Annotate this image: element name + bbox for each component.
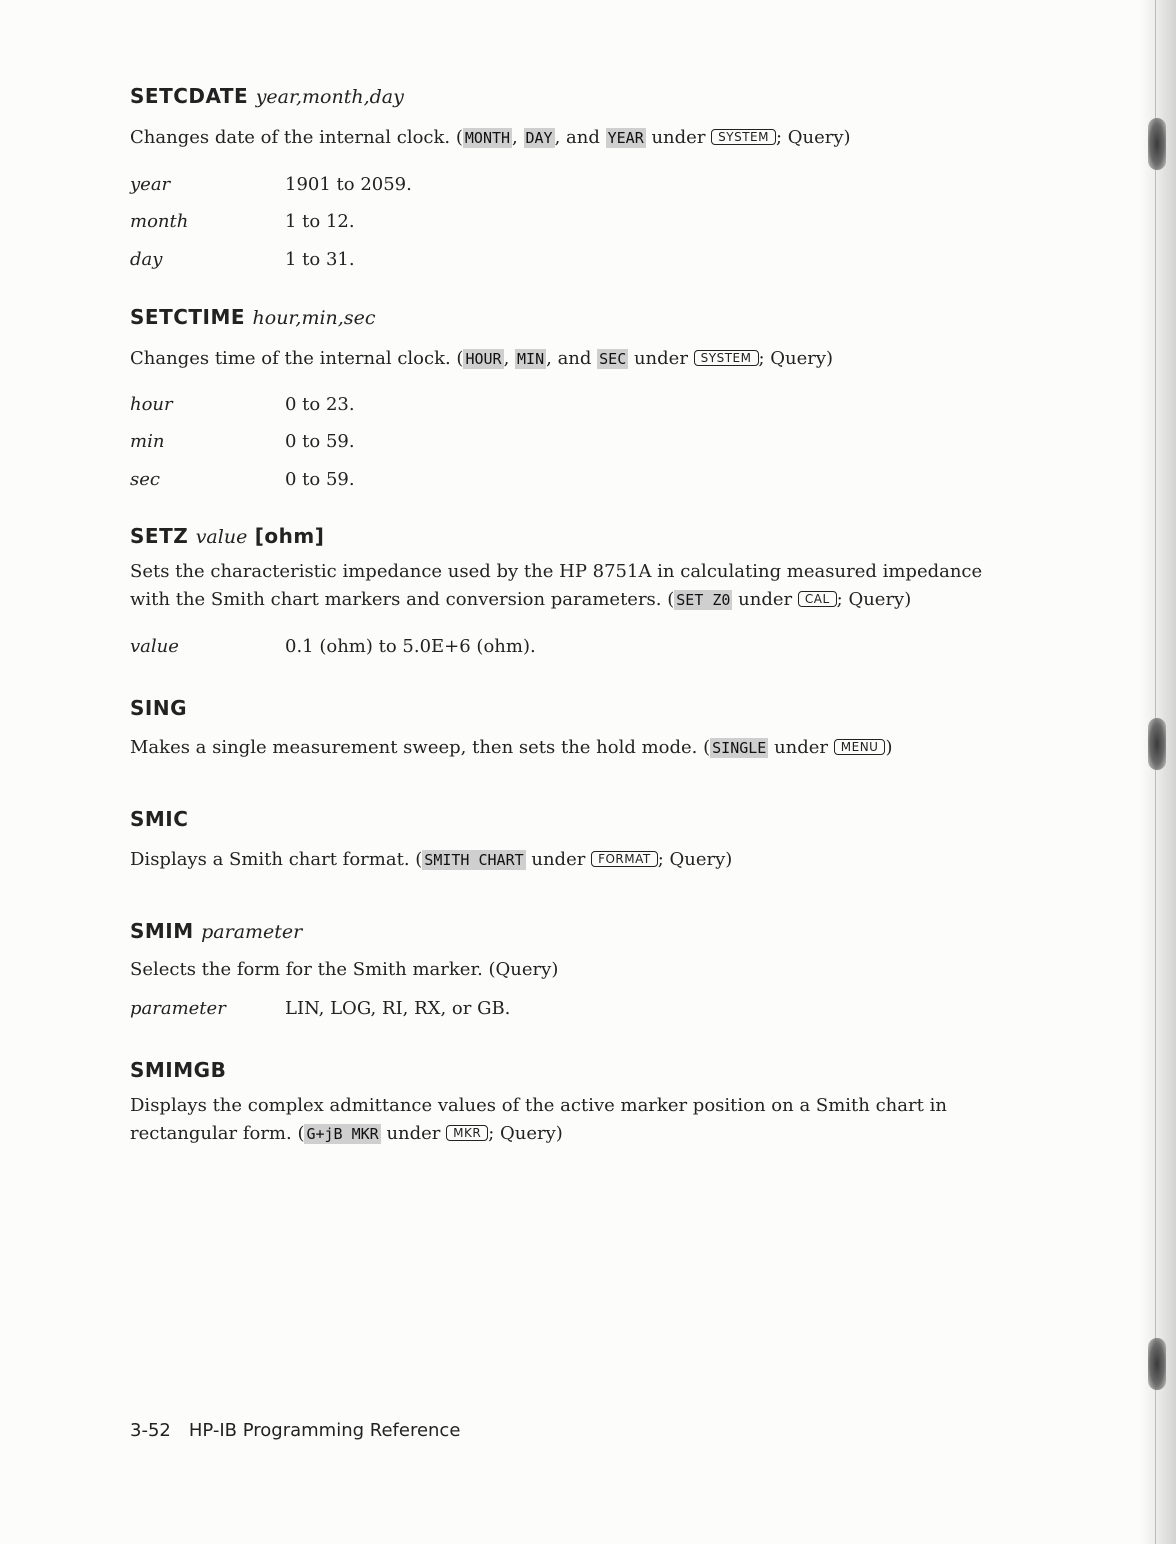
parameter-range: LIN, LOG, RI, RX, or GB. [285,998,511,1019]
command-name: SETZ [130,524,189,548]
command-name: SMIC [130,807,189,831]
command-args: year,month,day [255,86,404,108]
parameter-name: hour [130,394,173,415]
parameter-row [130,469,355,490]
command-name: SING [130,696,187,720]
command-description: Selects the form for the Smith marker. (Query) [130,959,559,980]
command-description: Sets the characteristic impedance used by the HP 8751A in calculating measured impedance with the Smith chart markers and conversion parameters. ( SET Z0 under CAL ; Query) [130,561,983,610]
parameter-range: 0 to 23. [285,394,355,415]
command-description: Changes date of the internal clock. ( MONTH , DAY , and YEAR under SYSTEM ; Query) [130,127,851,148]
command-heading [130,807,188,831]
parameter-row [130,431,355,452]
page-edge-line [1155,0,1156,1544]
command-args: hour,min,sec [252,307,376,329]
parameter-name: parameter [130,998,226,1019]
softkey: MIN [517,350,545,368]
softkey: DAY [525,129,553,147]
softkey: SEC [599,350,627,368]
command-name: SMIMGB [130,1058,227,1082]
parameter-row [130,211,355,232]
parameter-range: 1901 to 2059. [285,174,412,195]
command-name: SMIM [130,919,194,943]
softkey: MONTH [464,129,511,147]
command-heading [130,919,302,943]
command-description: Makes a single measurement sweep, then sets the hold mode. ( SINGLE under MENU ) [130,737,893,758]
parameter-row [130,394,355,415]
command-heading [130,305,375,329]
command-heading [130,1058,226,1082]
hardkey: CAL [798,591,837,607]
softkey: SET Z0 [676,591,731,609]
command-args: value [195,526,248,548]
parameter-range: 0 to 59. [285,469,355,490]
binder-hole [1148,718,1166,770]
parameter-name: value [130,636,179,657]
parameter-row [130,998,510,1019]
command-description: Displays a Smith chart format. ( SMITH CHART under FORMAT ; Query) [130,849,733,870]
parameter-row [130,636,536,657]
parameter-range: 1 to 12. [285,211,355,232]
hardkey: SYSTEM [711,129,776,145]
parameter-range: 0.1 (ohm) to 5.0E+6 (ohm). [285,636,536,657]
command-description: Changes time of the internal clock. ( HOUR , MIN , and SEC under SYSTEM ; Query) [130,348,834,369]
command-heading [130,524,324,548]
parameter-name: day [130,249,163,270]
page-footer [130,1420,460,1441]
command-heading [130,84,404,108]
command-description: Displays the complex admittance values of the active marker position on a Smith chart in rectangular form. ( G+jB MKR under MKR ; Query) [130,1095,947,1144]
softkey: YEAR [607,129,644,147]
softkey: SMITH CHART [424,851,524,869]
command-args: parameter [201,921,303,943]
parameter-range: 0 to 59. [285,431,355,452]
hardkey: MKR [446,1125,488,1141]
hardkey: FORMAT [591,851,658,867]
parameter-range: 1 to 31. [285,249,355,270]
page-edge-shadow [1140,0,1176,1544]
parameter-row [130,174,412,195]
parameter-row [130,249,355,270]
parameter-name: min [130,431,165,452]
binder-hole [1148,118,1166,170]
hardkey: MENU [834,739,886,755]
softkey: SINGLE [712,739,767,757]
command-unit: [ohm] [254,524,325,548]
command-heading [130,696,187,720]
parameter-name: sec [130,469,160,490]
parameter-name: year [130,174,171,195]
page-number: 3-52 [130,1420,171,1441]
hardkey: SYSTEM [694,350,759,366]
parameter-name: month [130,211,189,232]
softkey: G+jB MKR [306,1125,379,1143]
footer-title: HP-IB Programming Reference [188,1420,461,1441]
softkey: HOUR [465,350,502,368]
command-name: SETCDATE [130,84,249,108]
binder-hole [1148,1338,1166,1390]
command-name: SETCTIME [130,305,246,329]
